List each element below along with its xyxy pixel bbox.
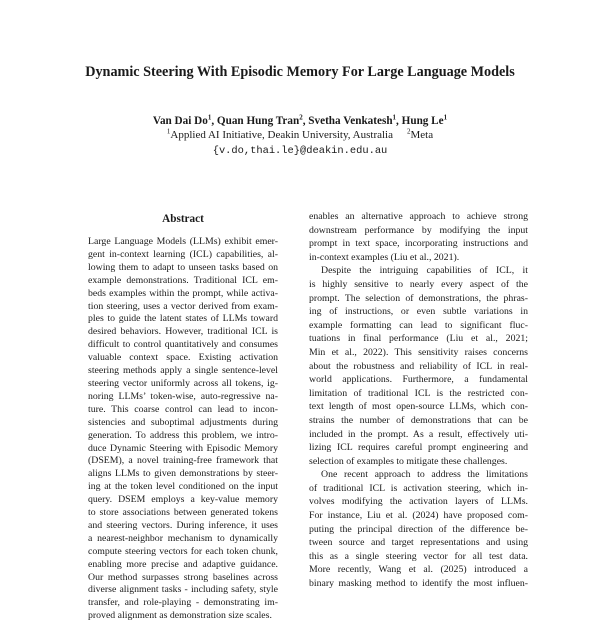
text-line: (DSEM), a novel training-free framework that: [88, 455, 278, 467]
affiliation-text: Meta: [410, 129, 434, 141]
text-line: strains the number of demonstrations that can be: [309, 414, 528, 426]
abstract-body: [88, 236, 278, 623]
affiliation-line: [0, 128, 600, 142]
text-line: steering methods apply a single sentence-level: [88, 365, 278, 377]
text-line: of traditional ICL is activation steering, which in-: [309, 482, 528, 494]
text-line: For instance, Liu et al. (2024) have proposed com-: [309, 510, 528, 522]
text-line: about the robustness and reliability of ICL in real-: [309, 360, 528, 372]
text-line: More recently, Wang et al. (2025) introduced a: [309, 564, 528, 576]
text-line: selection of examples to mitigate these challenges.: [309, 455, 508, 467]
author-name: Hung Le: [401, 115, 444, 127]
paper-title: Dynamic Steering With Episodic Memory For Large Language Models: [85, 64, 515, 80]
author-email: {v.do,thai.le}@deakin.edu.au: [212, 145, 388, 157]
text-line: volves modifying the activation layers of LLMs.: [309, 496, 528, 508]
text-line: ture. This coarse control can lead to incon-: [88, 403, 278, 415]
text-line: binary masking method to identify the most influen-: [309, 578, 528, 590]
text-line: lowing them to adapt to unseen tasks based on: [88, 261, 278, 273]
author-name: Svetha Venkatesh: [308, 115, 393, 127]
author-list: Van Dai Do$^1$, Quan Hung Tran$^2$, Svetha Venkatesh$^1$, Hung Le$^1$: [152, 113, 448, 127]
introduction-body: [309, 210, 528, 591]
text-line: gent in-context learning (ICL) capabilities, al-: [88, 248, 278, 260]
text-line: transfer, and role-playing - demonstrating im-: [88, 597, 278, 609]
author-name: Quan Hung Tran: [216, 115, 300, 127]
text-line: sistencies and suboptimal adjustments during: [88, 416, 278, 428]
text-line: tuations in final performance (Liu et al., 2021;: [309, 333, 528, 345]
text-line: generation. To address this problem, we intro-: [88, 429, 278, 441]
text-line: diverse alignment tasks - including safety, style: [88, 584, 278, 596]
text-line: enables an alternative approach to achieve strong: [309, 211, 528, 222]
text-line: example formatting can lead to significant fluc-: [309, 319, 528, 331]
text-line: compute steering vectors for each token chunk,: [88, 545, 278, 557]
text-line: Large Language Models (LLMs) exhibit emer-: [88, 236, 278, 247]
text-line: enabling more precise and adaptive guidance.: [88, 558, 278, 570]
text-line: and steering vectors. During inference, it uses: [88, 519, 278, 531]
text-line: beds examples within the prompt, while activa-: [88, 287, 278, 299]
text-line: text length of most open-source LLMs, which con-: [309, 401, 528, 413]
text-line: limitation of traditional ICL is the restricted con-: [309, 387, 528, 399]
text-line: proved alignment as demonstration size scales.: [88, 610, 272, 622]
author-name: Van Dai Do: [152, 115, 208, 127]
text-line: Our method surpasses strong baselines across: [88, 571, 278, 583]
text-line: One recent approach to address the limitations: [321, 469, 528, 481]
text-line: is highly sensitive to nearly every aspect of the: [309, 278, 528, 290]
text-line: tion steering, uses a vector derived from exam-: [88, 300, 278, 312]
text-line: tween source and target representations and using: [309, 537, 528, 549]
text-line: aligns LLMs to given demonstrations by steer-: [88, 468, 278, 480]
text-line: this as a single steering vector for all test data.: [309, 550, 528, 562]
text-line: puting the principal direction of the difference be-: [309, 523, 528, 535]
author-affiliation-mark: 1: [392, 113, 397, 122]
author-affiliation-mark: 2: [299, 113, 303, 122]
text-line: query. DSEM employs a key-value memory: [88, 494, 278, 506]
text-line: ing of instructions, or even subtle variations in: [309, 306, 528, 318]
text-line: ples to guide the latent states of LLMs toward: [88, 313, 278, 325]
text-line: downstream performance by modifying the input: [309, 224, 528, 236]
text-line: a nearest-neighbor mechanism to dynamically: [88, 532, 278, 544]
text-line: lizing ICL requires careful prompt engineering and: [309, 442, 528, 454]
text-line: valuable context space. Existing activation: [88, 352, 278, 364]
author-affiliation-mark: 1: [443, 113, 448, 122]
author-affiliation-mark: 1: [207, 113, 212, 122]
text-line: to store associations between generated tokens: [88, 507, 278, 519]
text-line: prompt. The selection of demonstrations, the phras-: [309, 292, 528, 304]
text-line: ing at the token level conditioned on the input: [88, 481, 278, 493]
text-line: noring LLMs’ token-wise, auto-regressive na-: [88, 390, 278, 402]
text-line: steering vector uniformly across all tokens, ig-: [88, 377, 278, 389]
text-line: included in the prompt. As a result, effectively uti-: [309, 428, 528, 440]
affiliation-text: Applied AI Initiative, Deakin University, Australia: [170, 129, 393, 141]
text-line: example demonstrations. Traditional ICL em-: [88, 274, 278, 286]
text-line: prompt in text space, incorporating instructions and: [309, 238, 528, 250]
text-line: difficult to control quantitatively and consumes: [88, 339, 278, 351]
text-line: Min et al., 2022). This sensitivity raises concerns: [309, 346, 528, 358]
text-line: desired behaviors. However, traditional ICL is: [88, 326, 278, 338]
affiliation-mark: 2: [407, 127, 411, 136]
affiliation-mark: 1: [166, 127, 171, 136]
text-line: duce Dynamic Steering with Episodic Memory: [88, 442, 278, 454]
text-line: in-context examples (Liu et al., 2021).: [309, 251, 460, 263]
text-line: Despite the intriguing capabilities of ICL, it: [321, 265, 528, 277]
text-line: world applications. Furthermore, a fundamental: [309, 374, 528, 386]
abstract-heading: Abstract: [162, 213, 204, 225]
